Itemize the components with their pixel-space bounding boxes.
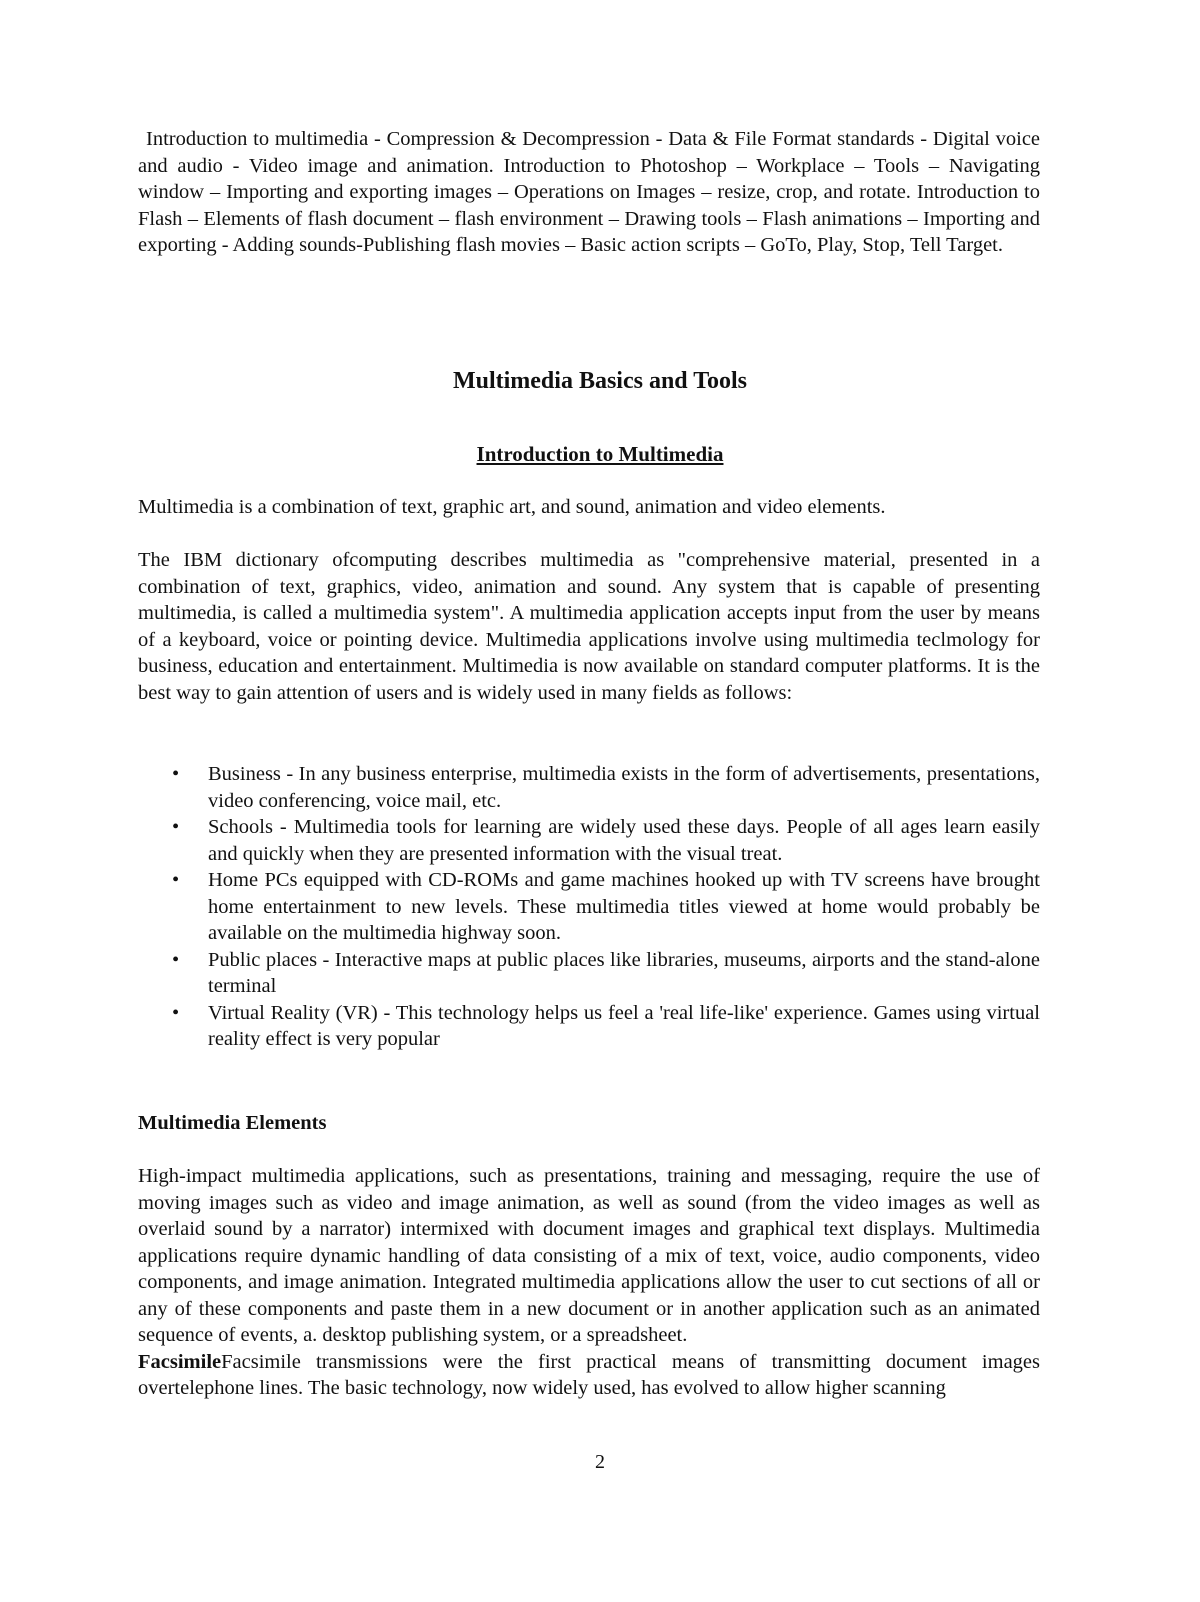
ibm-definition-paragraph: The IBM dictionary ofcomputing describes multimedia as "comprehensive material, presented in a combination of text, graphics, video, animation and sound. Any system that is capable of presenting multimedia, is called a multimedia system". A multimedia application accepts input from the user by means of a keyboard, voice or pointing device. Multimedia applications involve using multimedia teclmology for business, education and entertainment. Multimedia is now available on standard computer platforms. It is the best way to gain attention of users and is widely used in many fields as follows: [138,549,1040,704]
syllabus-line-1: Introduction to multimedia - Compression & Decompression - Data & File Format standards [146,128,915,150]
list-item [138,867,1040,947]
bullet-icon: • [172,1001,180,1024]
list-item [138,947,1040,1000]
intro-block [138,494,1040,521]
uses-list-block [138,761,1040,1053]
facsimile-text: Facsimile transmissions were the first practical means of transmitting document images overtelephone lines. The basic technology, now widely used, has evolved to allow higher scanning [138,1350,1040,1399]
section-title-introduction: Introduction to Multimedia [476,442,724,466]
list-item-text: Business - In any business enterprise, multimedia exists in the form of advertisements, presentations, video conferencing, voice mail, etc. [208,763,1040,812]
syllabus-rest: - Digital voice and audio - Video image and animation. Introduction to Photoshop – Workplace – Tools – Navigating window – Importing and exporting images – Operations on Images – resize, crop, and rotate. Introduction to Flash – Elements of flash document – flash environment – Drawing tools – Flash animations – Importing and exporting - Adding sounds-Publishing flash movies – Basic action scripts – GoTo, Play, Stop, Tell Target. [138,128,1041,256]
facsimile-label: Facsimile [138,1350,222,1373]
list-item [138,761,1040,814]
elements-block [138,1163,1040,1402]
syllabus-paragraph [138,126,1040,259]
uses-list [138,761,1040,1053]
bullet-icon: • [172,869,180,891]
bullet-icon: • [172,816,180,838]
bullet-icon: • [172,763,180,785]
list-item [138,1000,1040,1053]
syllabus-block [138,126,1040,259]
elements-paragraph: High-impact multimedia applications, such as presentations, training and messaging, require the use of moving images such as video and image animation, as well as sound (from the video images as well as overlaid sound by a narrator) intermixed with document images and graphical text displays. Multimedia applications require dynamic handling of data consisting of a mix of text, voice, audio components, video components, and image animation. Integrated multimedia applications allow the user to cut sections of all or any of these components and paste them in a new document or in another application such as an animated sequence of events, a. desktop publishing system, or a spreadsheet. [138,1165,1040,1346]
list-item-text: Virtual Reality (VR) - This technology helps us feel a 'real life-like' experience. Games using virtual reality effect is very popular [208,1001,1040,1050]
ibm-definition-block [138,547,1040,706]
list-item-text: Home PCs equipped with CD-ROMs and game machines hooked up with TV screens have brought home entertainment to new levels. These multimedia titles viewed at home would probably be available on the multimedia highway soon. [208,869,1040,944]
list-item-text: Schools - Multimedia tools for learning are widely used these days. People of all ages learn easily and quickly when they are presented information with the visual treat. [208,816,1040,865]
section-heading-elements: Multimedia Elements [138,1112,327,1134]
list-item-text: Public places - Interactive maps at public places like libraries, museums, airports and the stand-alone terminal [208,948,1040,997]
list-item [138,814,1040,867]
facsimile-paragraph [138,1349,1040,1402]
intro-sentence: Multimedia is a combination of text, graphic art, and sound, animation and video elements. [138,496,886,518]
page-title: Multimedia Basics and Tools [452,368,748,394]
page-number: 2 [595,1451,605,1473]
bullet-icon: • [172,948,180,971]
